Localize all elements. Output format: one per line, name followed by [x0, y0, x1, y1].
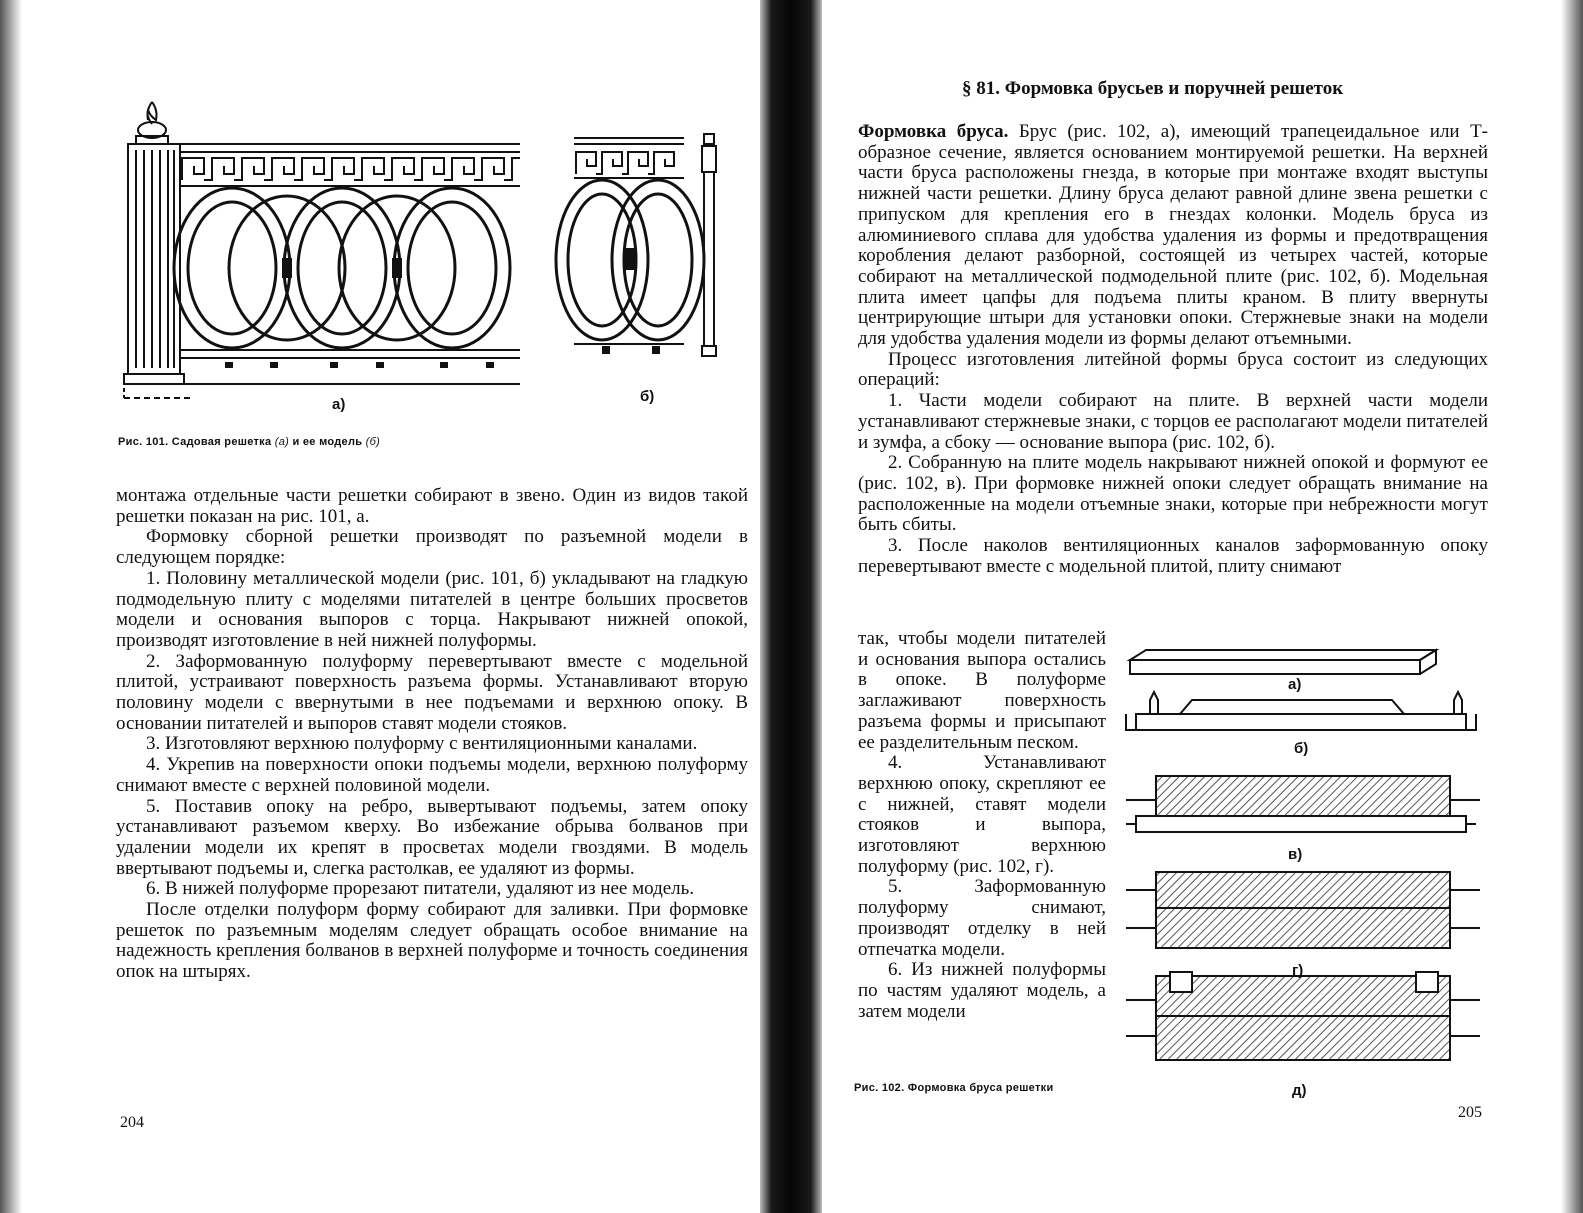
caption-text-2: и ее модель: [289, 436, 366, 448]
paragraph: 3. После наколов вентиляционных каналов заформованную опоку перевертывают вместе с модельной плитой, плиту снимают: [858, 535, 1488, 577]
paragraph: 1. Части модели собирают на плите. В верхней части модели устанавливают стержневые знаки, с торцов ее располагают модели питателей и зумфа, а сбоку — основание выпора (рис. 102, б).: [858, 390, 1488, 453]
fig102-label-e: д): [1292, 1082, 1307, 1099]
fence-model-drawing-icon: [572, 130, 752, 366]
molding-diagram-icon: [1120, 640, 1490, 1060]
fig101-label-b: б): [640, 388, 655, 405]
right-narrow-text: [858, 629, 1106, 1022]
fence-drawing-icon: [122, 92, 552, 404]
caption-ref-b: (б): [365, 436, 381, 448]
fig101-label-a: а): [332, 396, 346, 413]
paragraph: 4. Устанавливают верхнюю опоку, скрепляют ее с нижней, ставят модели стояков и выпора, изготовляют верхнюю полуформу (рис. 102, г).: [858, 752, 1106, 877]
paragraph: 6. В нижей полуформе прорезают питатели, удаляют из нее модель.: [146, 878, 695, 900]
paragraph: 5. Заформованную полуформу снимают, производят отделку в ней отпечатка модели.: [858, 876, 1106, 960]
lead-text: Брус (рис. 102, а), имеющий трапецеидальное или Т-образное сечение, является основанием монтируемой решетки. На верхней части бруса расположены гнезда, в которые при монтаже входят выступы нижней части решетки. Длину бруса делают равной длине звена решетки с припуском для крепления его в гнездах колонки. Модель бруса из алюминиевого сплава для удобства удаления из формы и предотвращения коробления делают разборной, состоящей из четырех частей, которые собирают на металлической подмодельной плите (рис. 102, б). Модельная плита имеет цапфы для подъема плиты краном. В плиту ввернуты центрирующие штыри для установки опоки. Стержневые знаки на модели для удобства удаления модели из формы делают отъемными.: [858, 121, 1488, 350]
paragraph: так, чтобы модели питателей и основания выпора остались в опоке. В полуформе заглаживают поверхность разъема формы и присыпают ее разделительным песком.: [858, 628, 1106, 753]
left-body-text: [116, 486, 748, 983]
fig102-caption: Рис. 102. Формовка бруса решетки: [854, 1082, 1054, 1094]
page-number: 204: [120, 1114, 144, 1131]
paragraph: 1. Половину металлической модели (рис. 101, б) укладывают на гладкую подмодельную плиту с моделями питателей в центре больших просветов модели и основания выпоров с торца. Накрывают нижней опокой, производят изготовление в ней нижней полуформы.: [116, 567, 748, 651]
right-page: [822, 0, 1561, 1213]
scan-left-edge: [0, 0, 22, 1213]
paragraph: Формовку сборной решетки производят по разъемной модели в следующем порядке:: [116, 526, 748, 569]
paragraph: После отделки полуформ форму собирают для заливки. При формовке решеток по разъемным моделям следует обращать особое внимание на надежность крепления болванов в верхней полуформе и точность соединения опок на штырях.: [116, 899, 748, 983]
fig101-caption: [118, 436, 380, 448]
paragraph: 2. Собранную на плите модель накрывают нижней опокой и формуют ее (рис. 102, в). При формовке нижней опоки следует обращать внимание на расположенные на модели отъемные знаки, которые при небрежности могут быть сбиты.: [858, 452, 1488, 536]
fig102-label-c: в): [1288, 846, 1303, 863]
section-heading: § 81. Формовка брусьев и поручней решеток: [962, 78, 1344, 99]
paragraph: 6. Из нижней полуформы по частям удаляют модель, а затем модели: [858, 959, 1106, 1022]
paragraph: монтажа отдельные части решетки собирают в звено. Один из видов такой решетки показан на рис. 101, а.: [116, 485, 748, 527]
paragraph: 4. Укрепив на поверхности опоки подъемы модели, верхнюю полуформу снимают вместе с верхней половиной модели.: [116, 754, 748, 796]
paragraph: 3. Изготовляют верхнюю полуформу с вентиляционными каналами.: [146, 733, 698, 755]
paragraph: [858, 122, 1488, 350]
caption-text: Рис. 101. Садовая решетка: [118, 436, 275, 448]
caption-ref-a: (а): [274, 436, 290, 448]
paragraph: Процесс изготовления литейной формы бруса состоит из следующих операций:: [858, 348, 1488, 391]
left-page: [22, 0, 760, 1213]
fig102-label-d: г): [1292, 962, 1304, 979]
fig102-label-a: а): [1288, 676, 1302, 693]
page-number: 205: [1458, 1104, 1482, 1121]
scan-right-edge: [1561, 0, 1583, 1213]
paragraph: 5. Поставив опоку на ребро, вывертывают подъемы, затем опоку устанавливают разъемом кверху. Во избежание обрыва болванов при удалении модели их крепят в просветах модели гвоздями. В модель ввертывают подъемы и, слегка растолкав, ее удаляют из формы.: [116, 795, 748, 879]
fig102-label-b: б): [1294, 740, 1309, 757]
book-gutter: [760, 0, 822, 1213]
lead-term: Формовка бруса.: [858, 121, 1009, 142]
paragraph: 2. Заформованную полуформу перевертывают вместе с модельной плитой, устраивают поверхность разъема формы. Устанавливают вторую половину модели с ввернутыми в нее подъемами и верхнюю опоку. В основании питателей и выпоров ставят модели стояков.: [116, 650, 748, 734]
right-body-text: [858, 122, 1488, 577]
